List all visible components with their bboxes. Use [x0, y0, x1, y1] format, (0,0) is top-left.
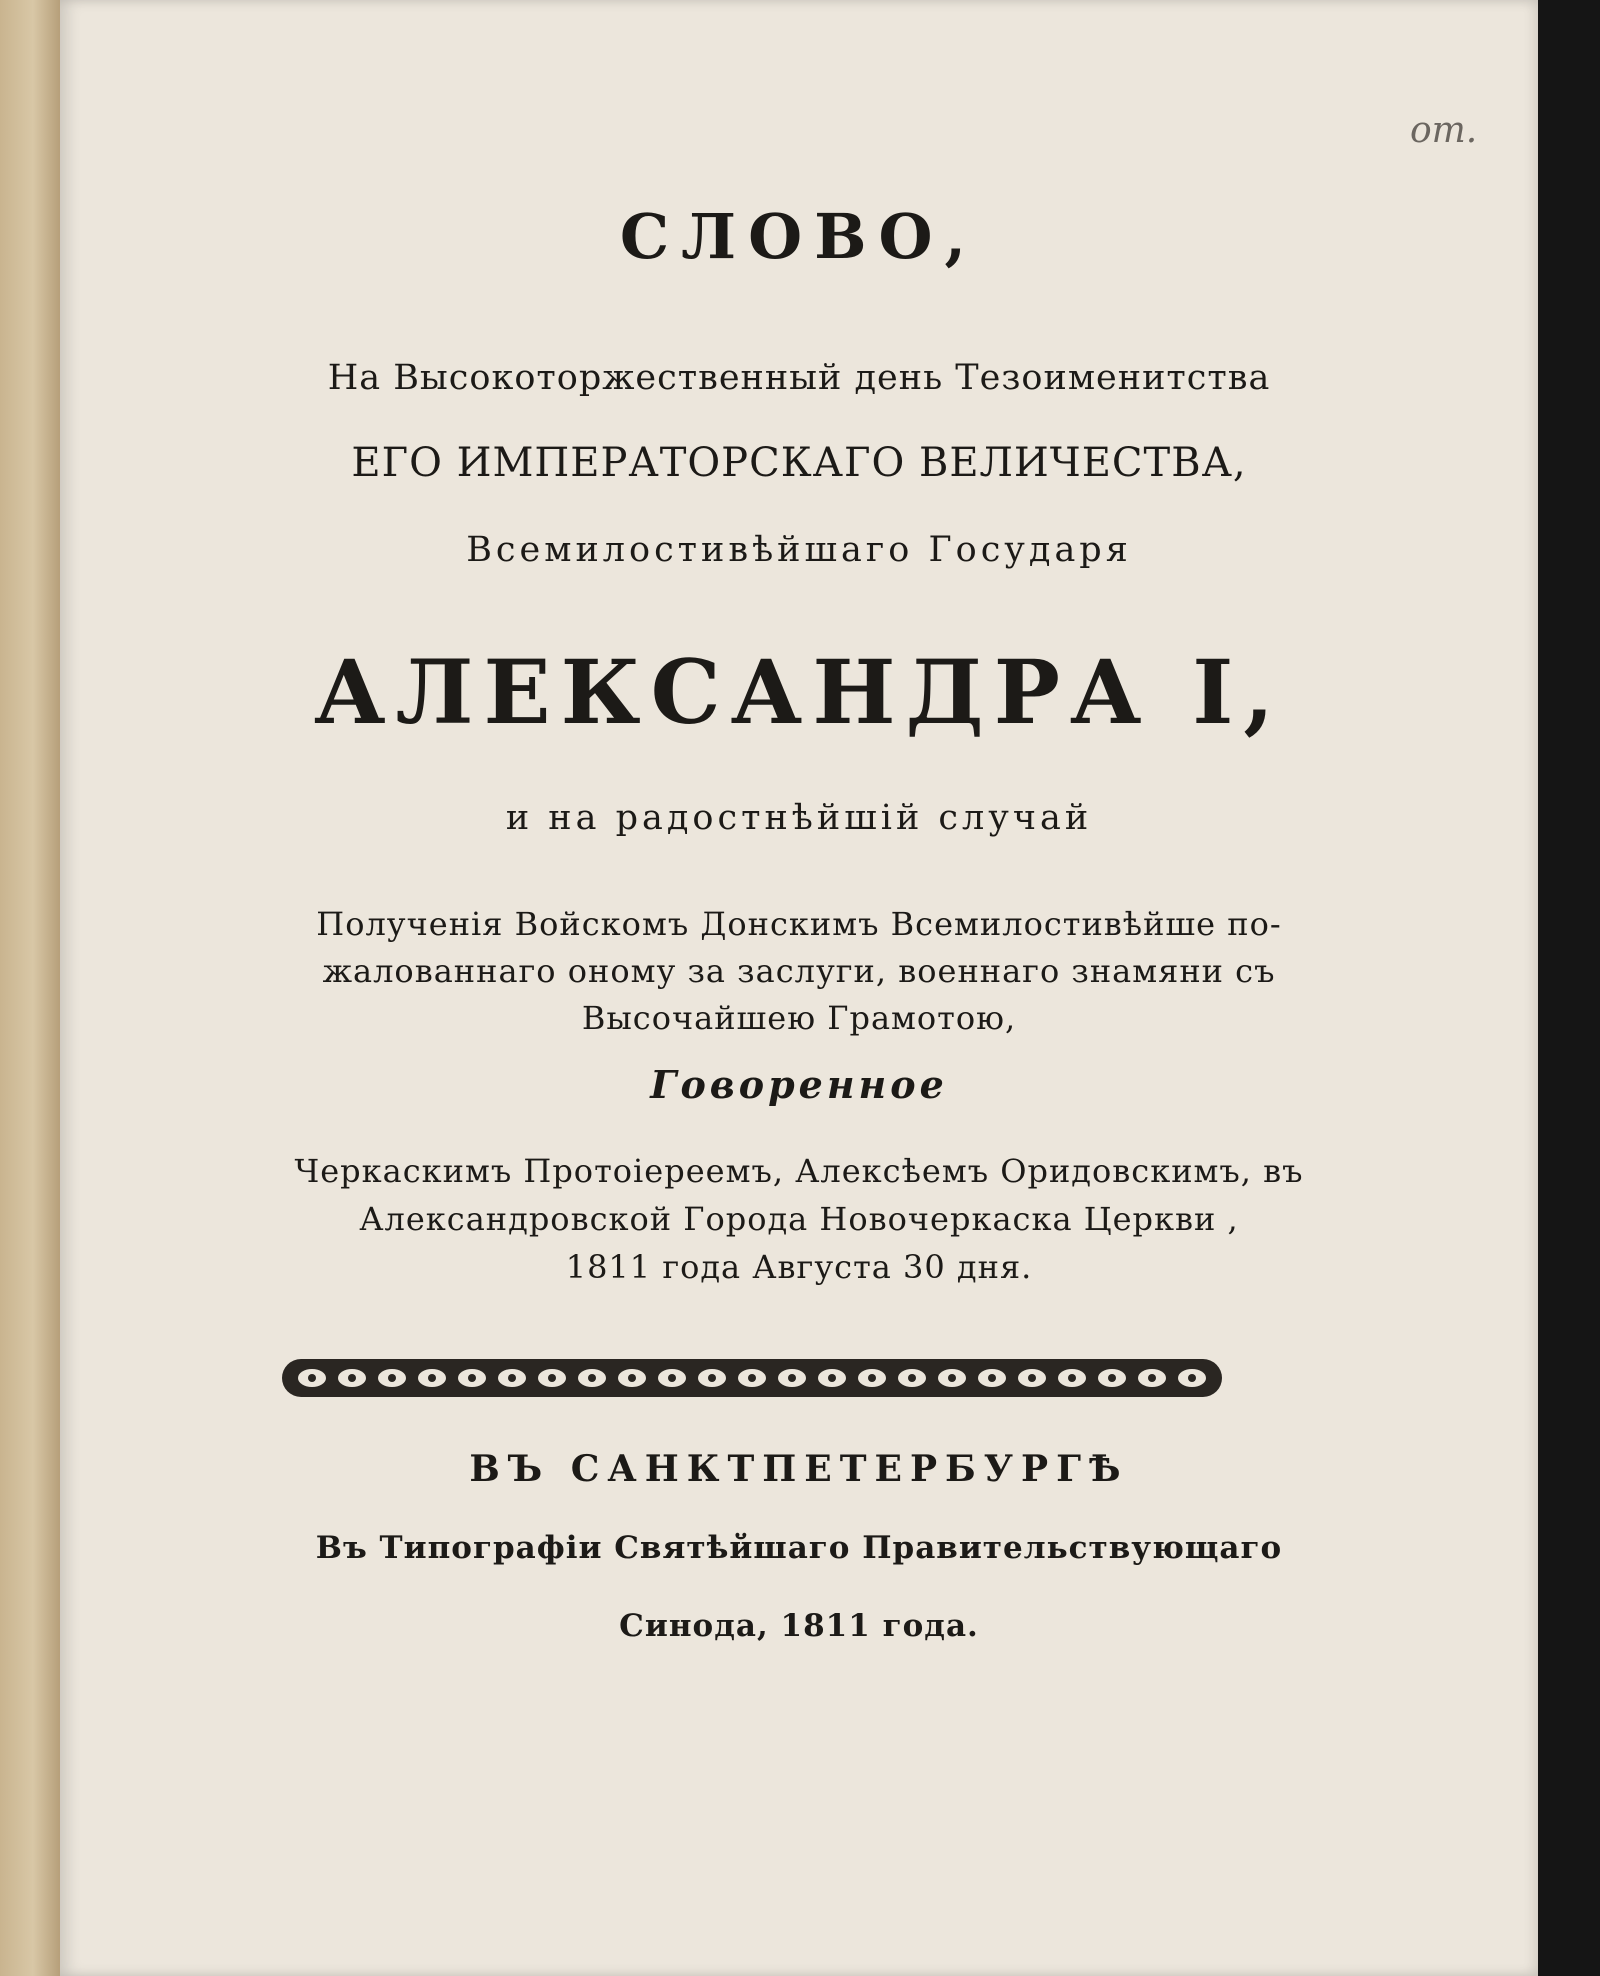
paragraph-line: Высочайшею Грамотою, — [581, 999, 1017, 1037]
background-edge — [1538, 0, 1600, 1976]
occasion-line: и на радостнѣйшій случай — [505, 798, 1093, 838]
title-page — [60, 0, 1538, 1976]
majesty-line: ЕГО ИМПЕРАТОРСКАГО ВЕЛИЧЕСТВА, — [351, 440, 1247, 486]
imprint-press: Въ Типографіи Святѣйшаго Правительствующаго — [315, 1530, 1283, 1566]
paragraph-line: Полученія Войскомъ Донскимъ Всемилостивѣйше по- — [316, 905, 1282, 943]
paragraph-line: жалованнаго оному за заслуги, военнаго знамяни съ — [322, 952, 1276, 990]
author-line: Александровской Города Новочеркаска Церкви , — [359, 1200, 1239, 1238]
ornamental-border — [282, 1355, 1222, 1401]
date-line: 1811 года Августа 30 дня. — [565, 1248, 1033, 1286]
emperor-name: АЛЕКСАНДРА I, — [314, 640, 1284, 744]
dedication-line: На Высокоторжественный день Тезоименитства — [327, 358, 1271, 398]
spoken-heading: Говоренное — [650, 1062, 948, 1107]
sovereign-line: Всемилостивѣйшаго Государя — [466, 530, 1132, 570]
adjacent-page-edge — [0, 0, 60, 1976]
imprint-place: ВЪ САНКТПЕТЕРБУРГѢ — [469, 1448, 1129, 1490]
imprint-year: Синода, 1811 года. — [619, 1608, 979, 1644]
page-title: СЛОВО, — [619, 200, 979, 273]
handwritten-mark: от. — [1410, 110, 1478, 151]
author-line: Черкаскимъ Протоіереемъ, Алексѣемъ Оридовскимъ, въ — [294, 1152, 1304, 1190]
